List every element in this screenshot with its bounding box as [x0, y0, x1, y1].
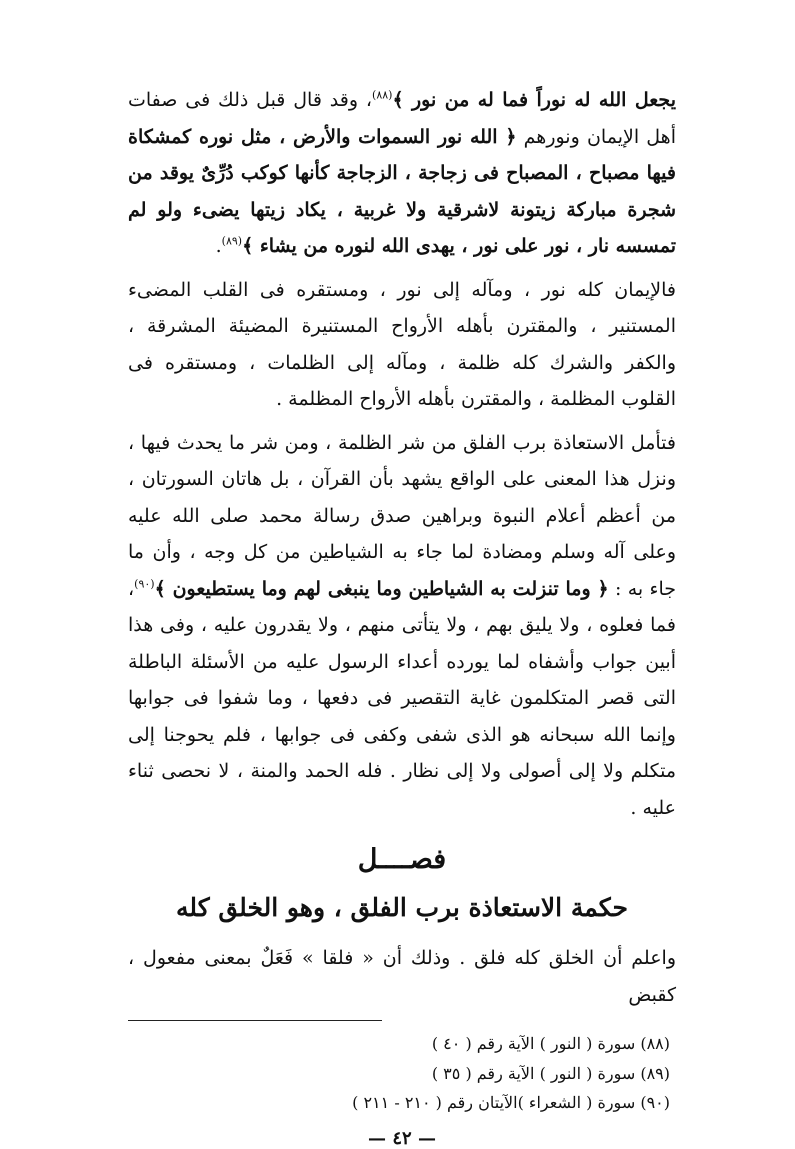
footnote-marker: (٨٩): [221, 234, 243, 248]
footnote: (٩٠) سورة ( الشعراء )الآيتان رقم ( ٢١٠ - ٢١١ ): [352, 1093, 670, 1112]
text-run: فتأمل الاستعاذة برب الفلق من شر الظلمة ، ومن شر ما يحدث فيها ، ونزل هذا المعنى على الواقع يشهد بأن القرآن ، بل هاتان السورتان ، من أعظم أعلام النبوة وبراهين صدق رسالة محمد صلى الله عليه وعلى آله وسلم ومضادة لما جاء به الشياطين من كل وجه ، وأن ما جاء به :: [128, 431, 676, 600]
footnote-marker: (٩٠): [134, 577, 155, 591]
book-page: [128, 82, 676, 1149]
footnote-divider: [128, 1020, 382, 1021]
chapter-title: حكمة الاستعاذة برب الفلق ، وهو الخلق كله: [176, 893, 628, 922]
page-number: — ٤٢ —: [368, 1127, 436, 1149]
paragraph: [128, 272, 676, 418]
paragraph: [128, 82, 676, 265]
body-text: [128, 82, 676, 826]
section-heading: فصــــل: [357, 844, 447, 875]
footnote: (٨٩) سورة ( النور ) الآية رقم ( ٣٥ ): [431, 1063, 670, 1083]
paragraph: واعلم أن الخلق كله فلق . وذلك أن « فلقا » فَعَلٌ بمعنى مفعول ، كقبض: [128, 947, 676, 1006]
text-run: ، فما فعلوه ، ولا يليق بهم ، ولا يتأتى منهم ، ولا يقدرون عليه ، وفى هذا أبين جواب وأشفاه لما يورده أعداء الرسول عليه من الأسئلة الباطلة التى قصر المتكلمون غاية التقصير فى دفعها ، وما شفوا فى جوابها وإنما الله سبحانه هو الذى شفى وكفى فى جوابها ، فلم يحوجنا إلى متكلم ولا إلى أصولى ولا إلى نظار . فله الحمد والمنة ، لا نحصى ثناء عليه .: [128, 577, 676, 819]
text-run: فالإيمان كله نور ، ومآله إلى نور ، ومستقره فى القلب المضىء المستنير ، والمقترن بأهله الأرواح المستنيرة المضيئة المشرقة ، والكفر والشرك كله ظلمة ، ومآله إلى الظلمات ، ومستقره فى القلوب المظلمة ، والمقترن بأهله الأرواح المظلمة .: [128, 278, 676, 410]
quranic-quote: يجعل الله له نوراً فما له من نور ﴾: [392, 89, 676, 111]
footnote-marker: (٨٨): [372, 88, 393, 102]
footnote: (٨٨) سورة ( النور ) الآية رقم ( ٤٠ ): [431, 1034, 670, 1053]
quranic-quote: ﴿ وما تنزلت به الشياطين وما ينبغى لهم وما يستطيعون ﴾: [154, 577, 609, 600]
text-run: .: [215, 235, 222, 257]
footnotes: [128, 1029, 676, 1118]
paragraph: [128, 425, 676, 827]
quranic-quote: ﴿ الله نور السموات والأرض ، مثل نوره كمشكاة فيها مصباح ، المصباح فى زجاجة ، الزجاجة كأنها كوكب دُرِّىٌ يوقد من شجرة مباركة زيتونة لاشرقية ولا غربية ، يكاد زيتها يضىء ولو لم تمسسه نار ، نور على نور ، يهدى الله لنوره من يشاء ﴾: [128, 125, 676, 257]
text-run: ، وقد قال قبل ذلك فى صفات أهل الإيمان ونورهم: [128, 89, 676, 148]
